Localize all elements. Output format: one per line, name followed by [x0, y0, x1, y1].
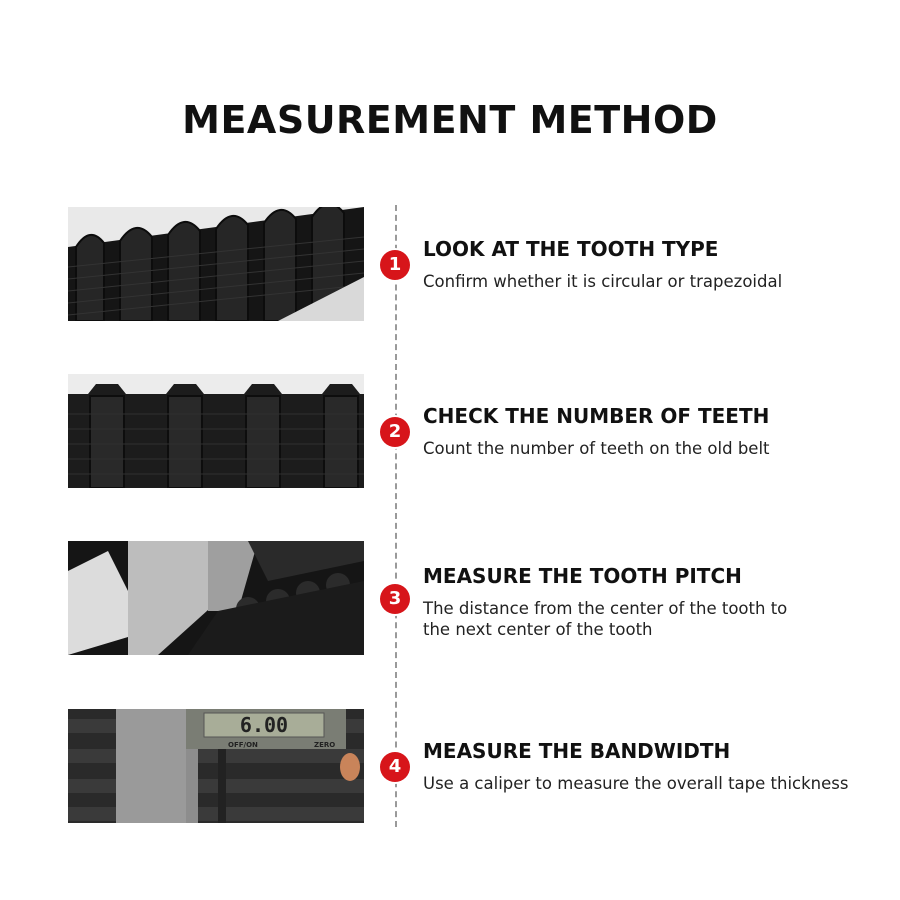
step-1-description: Confirm whether it is circular or trapezoidal [423, 272, 783, 291]
dashed-divider [395, 205, 397, 827]
caliper-off-on-label: OFF/ON [228, 741, 258, 749]
step-3-heading: MEASURE THE TOOTH PITCH [423, 564, 742, 588]
caliper-reading: 6.00 [239, 713, 289, 737]
step-3-photo [68, 541, 364, 655]
step-4-heading: MEASURE THE BANDWIDTH [423, 739, 731, 763]
page-title: MEASUREMENT METHOD [182, 98, 718, 142]
step-2-heading: CHECK THE NUMBER OF TEETH [423, 404, 770, 428]
step-3-description: The distance from the center of the tooth to the next center of the tooth [423, 599, 788, 639]
caliper-zero-label: ZERO [314, 741, 336, 749]
rounded-tooth-belt-image [68, 207, 364, 321]
step-2-description: Count the number of teeth on the old belt [423, 439, 770, 458]
trapezoidal-tooth-belt-image [68, 374, 364, 488]
step-4-photo [68, 709, 364, 823]
step-1-marker: 1 [380, 250, 410, 280]
caliper-jaws-on-belt-image [68, 541, 364, 655]
step-3-marker: 3 [380, 584, 410, 614]
step-2-photo [68, 374, 364, 488]
step-1-heading: LOOK AT THE TOOTH TYPE [423, 237, 719, 261]
step-2-marker: 2 [380, 417, 410, 447]
step-4-marker: 4 [380, 752, 410, 782]
step-4-description: Use a caliper to measure the overall tape thickness [423, 774, 849, 793]
step-1-photo [68, 207, 364, 321]
digital-caliper-on-belts-image [68, 709, 364, 823]
